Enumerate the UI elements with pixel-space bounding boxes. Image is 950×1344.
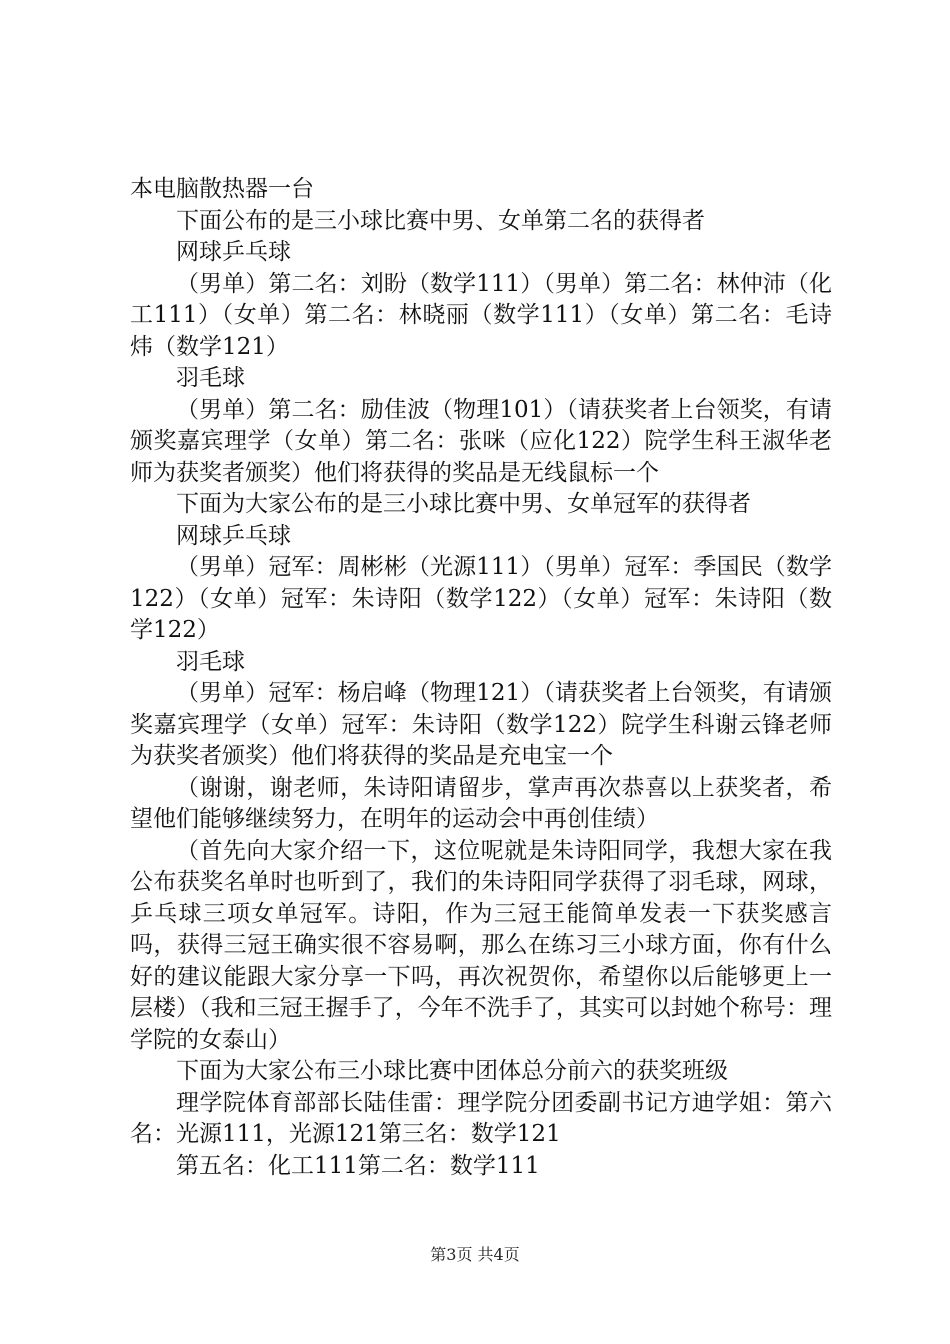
paragraph: 第五名：化工111第二名：数学111 — [176, 1152, 540, 1179]
paragraph: （男单）冠军：杨启峰（物理121）（请获奖者上台领奖，有请颁奖嘉宾理学（女单）冠军：朱诗阳（数学122）院学生科谢云锋老师为获奖者颁奖）他们将获得的奖品是充电宝一个 — [130, 680, 832, 769]
section-heading: 网球乒乓球 — [176, 522, 291, 549]
paragraph: 下面公布的是三小球比赛中男、女单第二名的获得者 — [176, 207, 705, 234]
paragraph: 下面为大家公布的是三小球比赛中男、女单冠军的获得者 — [176, 491, 751, 517]
section-heading: 网球乒乓球 — [176, 239, 291, 265]
paragraph: （男单）第二名：励佳波（物理101）（请获奖者上台领奖，有请颁奖嘉宾理学（女单）第二名：张咪（应化122）院学生科王淑华老师为获奖者颁奖）他们将获得的奖品是无线鼠标一个 — [130, 396, 832, 486]
page-footer — [0, 1245, 950, 1265]
paragraph: （男单）第二名：刘盼（数学111）（男单）第二名：林仲沛（化工111）（女单）第二名：林晓丽（数学111）（女单）第二名：毛诗炜（数学121） — [130, 270, 832, 360]
section-heading: 羽毛球 — [176, 365, 245, 391]
paragraph: 理学院体育部部长陆佳雷：理学院分团委副书记方迪学姐：第六名：光源111，光源121第三名：数学121 — [130, 1089, 832, 1147]
document-body — [130, 174, 832, 1182]
paragraph: （首先向大家介绍一下，这位呢就是朱诗阳同学，我想大家在我公布获奖名单时也听到了，我们的朱诗阳同学获得了羽毛球，网球，乒乓球三项女单冠军。诗阳，作为三冠王能简单发表一下获奖感言吗，获得三冠王确实很不容易啊，那么在练习三小球方面，你有什么好的建议能跟大家分享一下吗，再次祝贺你，希望你以后能够更上一层楼）（我和三冠王握手了，今年不洗手了，其实可以封她个称号：理学院的女泰山） — [130, 837, 832, 1053]
paragraph: （谢谢，谢老师，朱诗阳请留步，掌声再次恭喜以上获奖者，希望他们能够继续努力，在明年的运动会中再创佳绩） — [130, 774, 832, 832]
page-number: 第3页 共4页 — [430, 1245, 520, 1264]
section-heading: 羽毛球 — [176, 648, 245, 675]
paragraph: （男单）冠军：周彬彬（光源111）（男单）冠军：季国民（数学122）（女单）冠军：朱诗阳（数学122）（女单）冠军：朱诗阳（数学122） — [130, 554, 832, 643]
paragraph: 下面为大家公布三小球比赛中团体总分前六的获奖班级 — [176, 1058, 728, 1084]
paragraph: 本电脑散热器一台 — [130, 176, 314, 202]
